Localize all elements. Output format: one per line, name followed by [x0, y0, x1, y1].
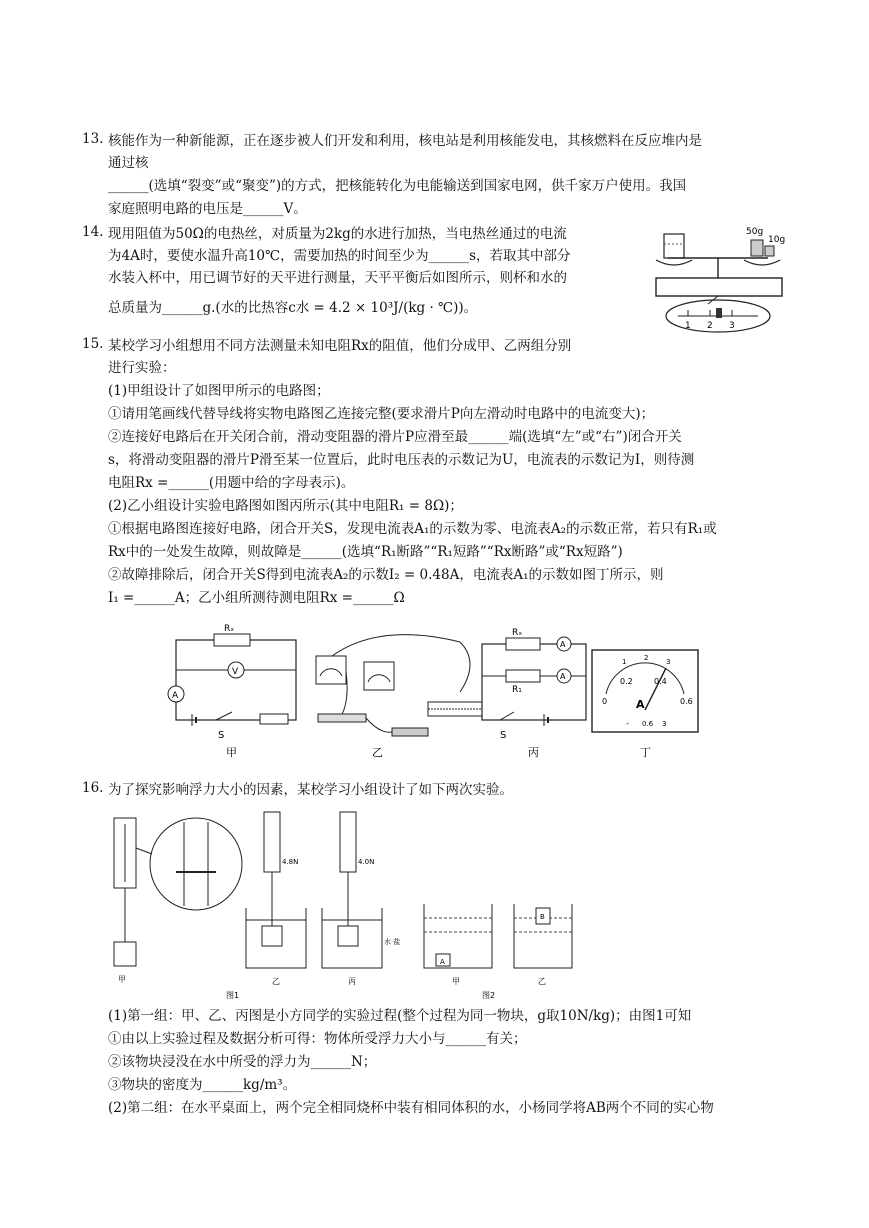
q15-line6: s，将滑动变阻器的滑片P滑至某一位置后，此时电压表的示数记为U，电流表的示数记为I，则待测 — [108, 452, 695, 468]
balance-figure — [648, 218, 790, 336]
meter-tick-0: 0 — [602, 697, 608, 706]
fig-label-yi: 乙 — [272, 977, 280, 986]
q16-line2: (1)第一组：甲、乙、丙图是小方同学的实验过程(整个过程为同一物块，g取10N/kg)；由图1可知 — [108, 1008, 692, 1024]
switch-label-jia: S — [218, 730, 225, 741]
q16-line6: (2)第二组：在水平桌面上，两个完全相同烧杯中装有相同体积的水，小杨同学将AB两个不同的实心物 — [108, 1100, 714, 1116]
balance-base — [656, 278, 782, 296]
q16-number: 16. — [82, 780, 104, 796]
q13-line4: 家庭照明电路的电压是______V。 — [108, 201, 307, 217]
scale-zoom — [150, 818, 242, 910]
fig-label-yi: 乙 — [372, 746, 383, 759]
fig2-label-yi: 乙 — [538, 977, 546, 986]
battery-box — [318, 714, 366, 722]
meter-tick-0.4: 0.4 — [654, 677, 667, 686]
block-bing — [338, 926, 358, 946]
q13-line3: ______(选填“裂变”或“聚变”)的方式，把核能转化为电能输送到国家电网，供千家万户使用。我国 — [108, 178, 687, 194]
block-jia — [114, 942, 136, 966]
q13-line1: 核能作为一种新能源，正在逐步被人们开发和利用，核电站是利用核能发电，其核燃料在反应堆内是 — [108, 133, 702, 149]
q15-line8: (2)乙小组设计实验电路图如图丙所示(其中电阻R₁ = 8Ω)； — [108, 498, 463, 514]
resistor-rx-bing — [506, 638, 540, 650]
rx-label-bing: Rₓ — [512, 628, 523, 638]
real-ammeter — [316, 656, 346, 684]
q15-line11: ②故障排除后，闭合开关S得到电流表A₂的示数I₂ = 0.48A，电流表A₁的示数如图丁所示，则 — [108, 567, 664, 583]
real-voltmeter — [364, 662, 394, 690]
ammeter-dial-ding — [592, 650, 698, 759]
switch-bing — [500, 712, 514, 720]
r1-label: R₁ — [512, 685, 522, 695]
q15-line9: ①根据电路图连接好电路，闭合开关S，发现电流表A₁的示数为零、电流表A₂的示数正常，若只有R₁或 — [108, 521, 717, 537]
q15-line5: ②连接好电路后在开关闭合前，滑动变阻器的滑片P应滑至最______端(选填“左”或“右”)闭合开关 — [108, 429, 682, 445]
buoyancy-figures — [106, 808, 576, 1004]
q13-line2: 通过核 — [108, 155, 149, 171]
fig-label-ding: 丁 — [640, 746, 651, 759]
q15-line1: 某校学习小组想用不同方法测量未知电阻Rx的阻值，他们分成甲、乙两组分别 — [108, 338, 572, 354]
fig-label-jia: 甲 — [226, 746, 237, 759]
switch-label-bing: S — [500, 730, 507, 741]
fig-label-jia: 甲 — [118, 975, 126, 984]
real-switch — [392, 728, 428, 736]
scale-bing — [322, 812, 400, 986]
ammeter-a2-label: A — [560, 640, 566, 649]
terminal-3: 3 — [662, 720, 667, 728]
meter-top-3: 3 — [666, 658, 671, 666]
meter-tick-0.2: 0.2 — [620, 677, 633, 686]
q16-line1: 为了探究影响浮力大小的因素，某校学习小组设计了如下两次实验。 — [108, 782, 513, 798]
liquid-label: 水 盐 — [384, 938, 401, 946]
q15-line10: Rx中的一处发生故障，则故障是______(选填“R₁断路”“R₁短路”“Rx断路”或“Rx短路”) — [108, 544, 623, 560]
ammeter-label: A — [172, 691, 179, 701]
rider — [716, 308, 722, 318]
weight-50g — [751, 240, 763, 256]
meter-top-1: 1 — [622, 658, 627, 666]
scale-label-2: 2 — [707, 321, 713, 331]
q15-line7: 电阻Rx =______(用题中给的字母表示)。 — [108, 475, 355, 491]
right-pan — [744, 260, 780, 265]
rheostat — [260, 714, 288, 724]
q15-number: 15. — [82, 336, 104, 352]
fig-label-bing: 丙 — [348, 977, 356, 986]
q16-line3: ①由以上实验过程及数据分析可得：物体所受浮力大小与______有关； — [108, 1031, 527, 1047]
q13-number: 13. — [82, 131, 104, 147]
block-a-label: A — [440, 958, 445, 966]
circuit-jia — [168, 624, 296, 759]
weight-10g-label: 10g — [768, 235, 786, 245]
fig2-label-jia: 甲 — [452, 977, 460, 986]
scale-jia — [114, 818, 136, 984]
q16-line4: ②该物块浸没在水中所受的浮力为______N； — [108, 1054, 377, 1070]
q15-line2: 进行实验： — [108, 360, 176, 376]
left-pan — [656, 260, 692, 265]
terminal-minus: - — [626, 719, 629, 728]
caption-fig2: 图2 — [482, 991, 496, 1000]
voltmeter-label: V — [232, 667, 239, 677]
q14-line2: 为4A时，要使水温升高10℃，需要加热的时间至少为______s，若取其中部分 — [108, 248, 571, 264]
resistor-r1 — [506, 670, 540, 682]
q14-line3: 水装入杯中，用已调节好的天平进行测量，天平平衡后如图所示，则杯和水的 — [108, 270, 567, 286]
scale-yi — [246, 812, 306, 986]
circuit-bing — [482, 628, 586, 759]
circuit-yi — [316, 635, 482, 759]
scale-label-1: 1 — [685, 321, 691, 331]
resistor-rx — [214, 634, 250, 646]
meter-tick-0.6: 0.6 — [680, 697, 693, 706]
q14-line4: 总质量为______g.(水的比热容c水 = 4.2 × 10³J/(kg · ℃))。 — [108, 300, 478, 316]
fig2-beaker-jia — [424, 904, 492, 986]
meter-top-2: 2 — [644, 654, 649, 662]
q16-line5: ③物块的密度为______kg/m³。 — [108, 1077, 297, 1093]
ammeter-a1-label: A — [560, 672, 566, 681]
terminal-0.6: 0.6 — [642, 720, 654, 728]
caption-fig1: 图1 — [226, 991, 240, 1000]
weight-10g — [765, 246, 774, 256]
fig-label-bing: 丙 — [528, 746, 539, 759]
switch — [216, 712, 232, 720]
circuit-figures — [160, 622, 720, 762]
rx-label: Rₓ — [224, 624, 235, 634]
block-b-label: B — [540, 913, 545, 921]
q14-number: 14. — [82, 224, 104, 240]
fig2-beaker-yi — [514, 904, 572, 986]
block-yi — [262, 926, 282, 946]
scale-label-3: 3 — [729, 321, 735, 331]
reading-bing: 4.0N — [358, 858, 375, 866]
q15-line3: (1)甲组设计了如图甲所示的电路图； — [108, 383, 330, 399]
beaker — [664, 234, 684, 258]
q15-line12: I₁ =______A；乙小组所测待测电阻Rx =______Ω — [108, 590, 405, 606]
weight-50g-label: 50g — [746, 227, 764, 237]
reading-yi: 4.8N — [282, 858, 299, 866]
q15-line4: ①请用笔画线代替导线将实物电路图乙连接完整(要求滑片P向左滑动时电路中的电流变大)； — [108, 406, 655, 422]
meter-unit: A — [636, 698, 645, 711]
q14-line1: 现用阻值为50Ω的电热丝，对质量为2kg的水进行加热，当电热丝通过的电流 — [108, 226, 567, 242]
